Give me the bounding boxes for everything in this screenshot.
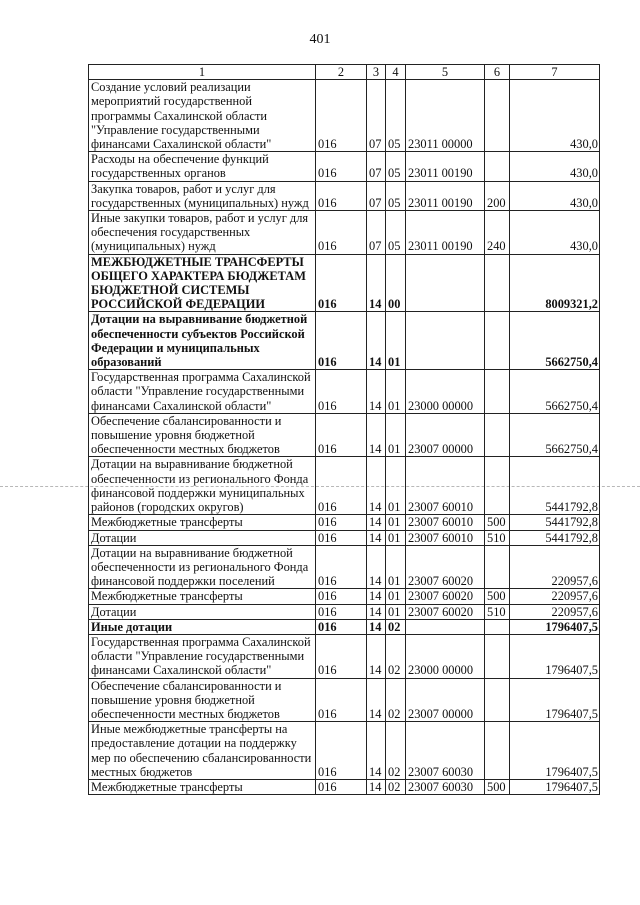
row-section-cell: 14: [367, 619, 386, 634]
row-amount-cell: 1796407,5: [510, 619, 600, 634]
row-expense-type-cell: 500: [485, 779, 510, 794]
row-amount-cell: 430,0: [510, 152, 600, 181]
row-admin-code-cell: 016: [316, 634, 367, 678]
row-name-cell: Государственная программа Сахалинской области "Управление государственными финансами Сахалинской области": [89, 370, 316, 414]
row-target-article-cell: 23011 00190: [406, 181, 485, 210]
row-expense-type-cell: 510: [485, 530, 510, 545]
row-name-cell: МЕЖБЮДЖЕТНЫЕ ТРАНСФЕРТЫ ОБЩЕГО ХАРАКТЕРА БЮДЖЕТАМ БЮДЖЕТНОЙ СИСТЕМЫ РОССИЙСКОЙ ФЕДЕРАЦИИ: [89, 254, 316, 312]
row-subsection-cell: 01: [386, 457, 406, 515]
budget-table: [88, 64, 600, 795]
row-target-article-cell: 23007 60020: [406, 604, 485, 619]
row-target-article-cell: 23007 60030: [406, 722, 485, 780]
row-expense-type-cell: [485, 152, 510, 181]
row-expense-type-cell: [485, 254, 510, 312]
row-name-cell: Иные дотации: [89, 619, 316, 634]
row-expense-type-cell: [485, 619, 510, 634]
row-amount-cell: 430,0: [510, 80, 600, 152]
row-admin-code-cell: 016: [316, 722, 367, 780]
row-name-cell: Государственная программа Сахалинской области "Управление государственными финансами Сахалинской области": [89, 634, 316, 678]
table-row: [89, 181, 600, 210]
table-row: [89, 457, 600, 515]
row-target-article-cell: 23007 00000: [406, 413, 485, 457]
table-row: [89, 152, 600, 181]
row-section-cell: 14: [367, 722, 386, 780]
row-target-article-cell: 23000 00000: [406, 634, 485, 678]
row-section-cell: 14: [367, 254, 386, 312]
row-subsection-cell: 02: [386, 619, 406, 634]
row-expense-type-cell: [485, 634, 510, 678]
row-subsection-cell: 01: [386, 312, 406, 370]
row-target-article-cell: [406, 254, 485, 312]
table-row: [89, 589, 600, 604]
row-name-cell: Дотации: [89, 530, 316, 545]
row-section-cell: 14: [367, 530, 386, 545]
table-row: [89, 80, 600, 152]
row-name-cell: Закупка товаров, работ и услуг для государственных (муниципальных) нужд: [89, 181, 316, 210]
row-admin-code-cell: 016: [316, 254, 367, 312]
page-number: 401: [309, 32, 331, 47]
row-amount-cell: 220957,6: [510, 604, 600, 619]
table-row: [89, 722, 600, 780]
row-amount-cell: 5662750,4: [510, 312, 600, 370]
table-row: [89, 515, 600, 530]
row-section-cell: 07: [367, 152, 386, 181]
header-cell: 2: [316, 65, 367, 80]
row-admin-code-cell: 016: [316, 211, 367, 255]
header-cell: 1: [89, 65, 316, 80]
row-admin-code-cell: 016: [316, 530, 367, 545]
row-amount-cell: 1796407,5: [510, 634, 600, 678]
row-target-article-cell: 23000 00000: [406, 370, 485, 414]
row-name-cell: Обеспечение сбалансированности и повышение уровня бюджетной обеспеченности местных бюджетов: [89, 678, 316, 722]
row-section-cell: 14: [367, 413, 386, 457]
table-row: [89, 530, 600, 545]
row-section-cell: 14: [367, 678, 386, 722]
table-row: [89, 254, 600, 312]
row-subsection-cell: 02: [386, 722, 406, 780]
row-amount-cell: 1796407,5: [510, 678, 600, 722]
row-expense-type-cell: [485, 722, 510, 780]
row-subsection-cell: 02: [386, 678, 406, 722]
row-subsection-cell: 01: [386, 589, 406, 604]
header-cell: 6: [485, 65, 510, 80]
row-section-cell: 14: [367, 604, 386, 619]
row-amount-cell: 220957,6: [510, 545, 600, 589]
row-target-article-cell: 23007 60010: [406, 515, 485, 530]
row-expense-type-cell: [485, 545, 510, 589]
row-amount-cell: 220957,6: [510, 589, 600, 604]
row-admin-code-cell: 016: [316, 678, 367, 722]
table-row: [89, 211, 600, 255]
row-admin-code-cell: 016: [316, 80, 367, 152]
row-expense-type-cell: 240: [485, 211, 510, 255]
row-subsection-cell: 01: [386, 604, 406, 619]
table-row: [89, 545, 600, 589]
row-subsection-cell: 01: [386, 370, 406, 414]
row-amount-cell: 430,0: [510, 211, 600, 255]
row-amount-cell: 1796407,5: [510, 779, 600, 794]
table-row: [89, 370, 600, 414]
row-admin-code-cell: 016: [316, 370, 367, 414]
row-subsection-cell: 00: [386, 254, 406, 312]
row-admin-code-cell: 016: [316, 545, 367, 589]
row-expense-type-cell: 200: [485, 181, 510, 210]
row-subsection-cell: 01: [386, 530, 406, 545]
row-name-cell: Межбюджетные трансферты: [89, 779, 316, 794]
row-name-cell: Межбюджетные трансферты: [89, 515, 316, 530]
row-target-article-cell: [406, 619, 485, 634]
row-admin-code-cell: 016: [316, 604, 367, 619]
row-section-cell: 14: [367, 370, 386, 414]
row-admin-code-cell: 016: [316, 312, 367, 370]
row-admin-code-cell: 016: [316, 457, 367, 515]
row-expense-type-cell: [485, 413, 510, 457]
table-row: [89, 634, 600, 678]
row-subsection-cell: 05: [386, 80, 406, 152]
row-name-cell: Дотации на выравнивание бюджетной обеспеченности субъектов Российской Федерации и муниципальных образований: [89, 312, 316, 370]
row-section-cell: 14: [367, 457, 386, 515]
row-admin-code-cell: 016: [316, 619, 367, 634]
row-subsection-cell: 05: [386, 181, 406, 210]
row-section-cell: 07: [367, 181, 386, 210]
row-amount-cell: 430,0: [510, 181, 600, 210]
row-amount-cell: 8009321,2: [510, 254, 600, 312]
row-target-article-cell: 23007 60030: [406, 779, 485, 794]
row-amount-cell: 5441792,8: [510, 515, 600, 530]
row-target-article-cell: 23011 00190: [406, 152, 485, 181]
row-target-article-cell: 23007 00000: [406, 678, 485, 722]
table-row: [89, 413, 600, 457]
row-target-article-cell: 23007 60010: [406, 457, 485, 515]
table-row: [89, 678, 600, 722]
row-section-cell: 07: [367, 211, 386, 255]
row-section-cell: 07: [367, 80, 386, 152]
row-target-article-cell: [406, 312, 485, 370]
header-cell: 5: [406, 65, 485, 80]
row-amount-cell: 5441792,8: [510, 530, 600, 545]
row-admin-code-cell: 016: [316, 413, 367, 457]
row-section-cell: 14: [367, 779, 386, 794]
row-expense-type-cell: [485, 80, 510, 152]
table-row: [89, 779, 600, 794]
row-expense-type-cell: [485, 370, 510, 414]
row-target-article-cell: 23011 00000: [406, 80, 485, 152]
row-name-cell: Создание условий реализации мероприятий государственной программы Сахалинской области "Управление государственными финансами Сахалинской области": [89, 80, 316, 152]
table-row: [89, 312, 600, 370]
row-target-article-cell: 23011 00190: [406, 211, 485, 255]
row-section-cell: 14: [367, 634, 386, 678]
row-subsection-cell: 01: [386, 413, 406, 457]
row-name-cell: Дотации: [89, 604, 316, 619]
row-name-cell: Расходы на обеспечение функций государственных органов: [89, 152, 316, 181]
row-subsection-cell: 02: [386, 779, 406, 794]
row-admin-code-cell: 016: [316, 515, 367, 530]
row-admin-code-cell: 016: [316, 152, 367, 181]
row-name-cell: Иные межбюджетные трансферты на предоставление дотации на поддержку мер по обеспечению сбалансированности местных бюджетов: [89, 722, 316, 780]
row-expense-type-cell: [485, 457, 510, 515]
row-expense-type-cell: 500: [485, 515, 510, 530]
table-header-row: [89, 65, 600, 80]
row-name-cell: Иные закупки товаров, работ и услуг для обеспечения государственных (муниципальных) нужд: [89, 211, 316, 255]
row-subsection-cell: 02: [386, 634, 406, 678]
row-section-cell: 14: [367, 312, 386, 370]
row-target-article-cell: 23007 60020: [406, 589, 485, 604]
row-admin-code-cell: 016: [316, 779, 367, 794]
row-admin-code-cell: 016: [316, 181, 367, 210]
row-name-cell: Обеспечение сбалансированности и повышение уровня бюджетной обеспеченности местных бюджетов: [89, 413, 316, 457]
row-section-cell: 14: [367, 545, 386, 589]
row-section-cell: 14: [367, 515, 386, 530]
row-amount-cell: 5662750,4: [510, 413, 600, 457]
table-row: [89, 619, 600, 634]
row-expense-type-cell: 500: [485, 589, 510, 604]
row-subsection-cell: 01: [386, 545, 406, 589]
row-admin-code-cell: 016: [316, 589, 367, 604]
row-expense-type-cell: [485, 312, 510, 370]
row-amount-cell: 5662750,4: [510, 370, 600, 414]
table-row: [89, 604, 600, 619]
row-subsection-cell: 05: [386, 152, 406, 181]
row-section-cell: 14: [367, 589, 386, 604]
row-amount-cell: 1796407,5: [510, 722, 600, 780]
row-target-article-cell: 23007 60010: [406, 530, 485, 545]
row-name-cell: Межбюджетные трансферты: [89, 589, 316, 604]
row-name-cell: Дотации на выравнивание бюджетной обеспеченности из регионального Фонда финансовой поддержки муниципальных районов (городских округов): [89, 457, 316, 515]
table-body: [89, 65, 600, 795]
row-subsection-cell: 05: [386, 211, 406, 255]
header-cell: 4: [386, 65, 406, 80]
row-expense-type-cell: [485, 678, 510, 722]
row-subsection-cell: 01: [386, 515, 406, 530]
header-cell: 7: [510, 65, 600, 80]
row-target-article-cell: 23007 60020: [406, 545, 485, 589]
row-name-cell: Дотации на выравнивание бюджетной обеспеченности из регионального Фонда финансовой поддержки поселений: [89, 545, 316, 589]
row-amount-cell: 5441792,8: [510, 457, 600, 515]
row-expense-type-cell: 510: [485, 604, 510, 619]
header-cell: 3: [367, 65, 386, 80]
